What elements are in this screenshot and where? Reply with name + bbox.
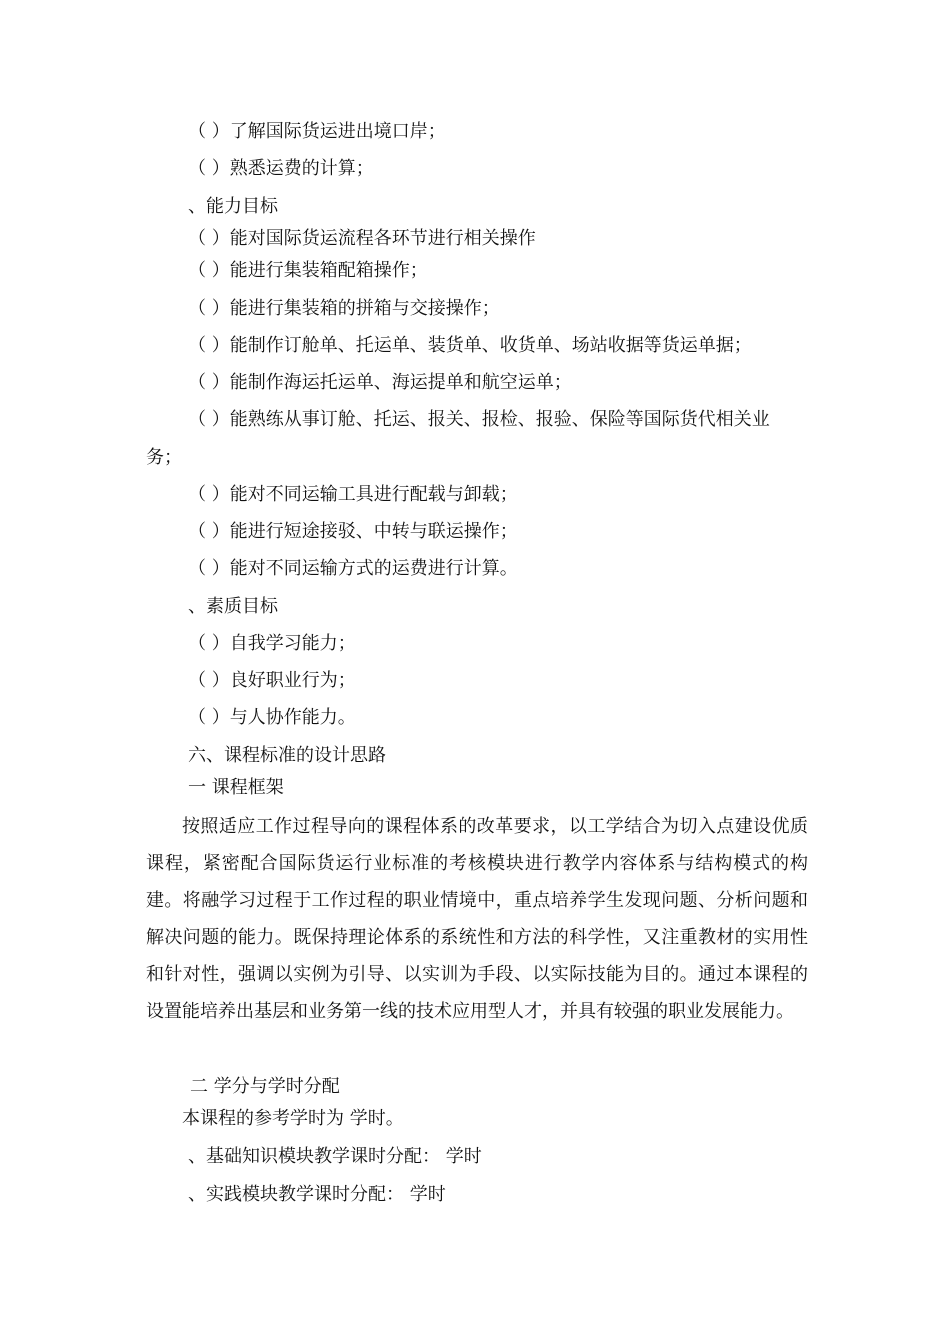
quality-item: （ ）与人协作能力。 xyxy=(188,707,356,728)
ability-item: （ ）能进行短途接驳、中转与联运操作； xyxy=(188,521,518,542)
quality-item: （ ）自我学习能力； xyxy=(188,633,356,654)
ability-heading: 、能力目标 xyxy=(188,196,278,217)
ability-item: （ ）能制作订舱单、托运单、装货单、收货单、场站收据等货运单据； xyxy=(188,335,752,356)
subsection-title: 一 课程框架 xyxy=(188,777,284,798)
framework-paragraph: 按照适应工作过程导向的课程体系的改革要求，以工学结合为切入点建设优质课程，紧密配合国际货运行业标准的考核模块进行教学内容体系与结构模式的构建。将融学习过程于工作过程的职业情境中，重点培养学生发现问题、分析问题和解决问题的能力。既保持理论体系的系统性和方法的科学性，又注重教材的实用性和针对性，强调以实例为引导、以实训为手段、以实际技能为目的。通过本课程的设置能培养出基层和业务第一线的技术应用型人才，并具有较强的职业发展能力。 xyxy=(146,816,808,1022)
knowledge-item: （ ）熟悉运费的计算； xyxy=(188,158,374,179)
ability-item: （ ）能对不同运输方式的运费进行计算。 xyxy=(188,558,518,579)
ability-item: （ ）能对国际货运流程各环节进行相关操作 xyxy=(188,228,536,249)
knowledge-item: （ ）了解国际货运进出境口岸； xyxy=(188,121,446,142)
basic-module-hours: 、基础知识模块教学课时分配： 学时 xyxy=(188,1146,482,1167)
ability-item: （ ）能对不同运输工具进行配载与卸载； xyxy=(188,484,518,505)
ability-item: （ ）能制作海运托运单、海运提单和航空运单； xyxy=(188,372,572,393)
section-title: 六、课程标准的设计思路 xyxy=(188,745,386,766)
quality-item: （ ）良好职业行为； xyxy=(188,670,356,691)
quality-heading: 、素质目标 xyxy=(188,596,278,617)
ability-item: （ ）能熟练从事订舱、托运、报关、报检、报验、保险等国际货代相关业 xyxy=(188,409,770,430)
ability-item: （ ）能进行集装箱的拼箱与交接操作； xyxy=(188,298,500,319)
hours-line: 本课程的参考学时为 学时。 xyxy=(182,1108,404,1129)
subsection-title: 二 学分与学时分配 xyxy=(190,1076,340,1097)
practice-module-hours: 、实践模块教学课时分配： 学时 xyxy=(188,1184,446,1205)
ability-item-continuation: 务； xyxy=(146,447,182,468)
ability-item: （ ）能进行集装箱配箱操作； xyxy=(188,260,428,281)
